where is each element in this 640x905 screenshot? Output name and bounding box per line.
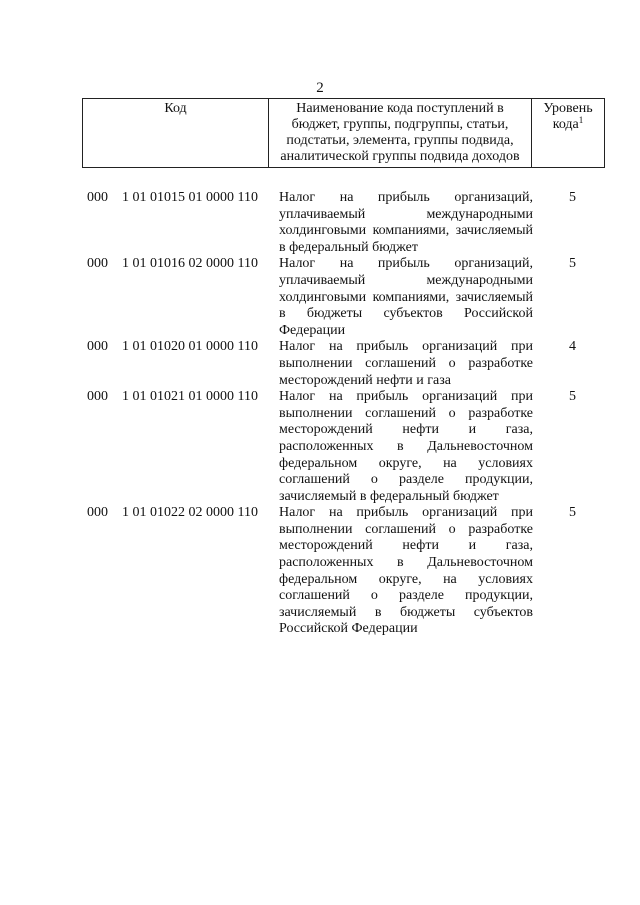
code-level: 5 bbox=[569, 190, 576, 205]
header-level bbox=[532, 99, 605, 168]
income-code: 1 01 01021 01 0000 110 bbox=[122, 389, 258, 405]
page-number: 2 bbox=[316, 80, 324, 96]
table-row bbox=[82, 190, 604, 256]
header-name: Наименование кода поступлений в бюджет, группы, подгруппы, статьи, подстатьи, элемента, группы подвида, аналитической группы подвида доходов bbox=[269, 99, 532, 168]
admin-code: 000 bbox=[87, 339, 108, 355]
table-row bbox=[82, 505, 604, 638]
code-level: 5 bbox=[569, 389, 576, 405]
code-list bbox=[82, 190, 604, 638]
admin-code: 000 bbox=[87, 190, 108, 205]
table-header bbox=[82, 98, 605, 168]
table-row bbox=[82, 389, 604, 505]
header-level-label: Уровень кода bbox=[543, 101, 593, 132]
table-row bbox=[82, 339, 604, 389]
header-code: Код bbox=[83, 99, 269, 168]
income-code: 1 01 01022 02 0000 110 bbox=[122, 505, 258, 521]
table-row bbox=[82, 256, 604, 339]
code-level: 5 bbox=[569, 256, 576, 272]
income-description: Налог на прибыль организаций при выполнении соглашений о разработке месторождений нефти и газа, расположенных в Дальневосточном федеральном округе, на условиях соглашений о разделе продукции, зачисляемый в федеральный бюджет bbox=[279, 389, 533, 504]
admin-code: 000 bbox=[87, 389, 108, 405]
income-code: 1 01 01015 01 0000 110 bbox=[122, 190, 258, 205]
income-description: Налог на прибыль организаций, уплачиваемый международными холдинговыми компаниями, зачисляемый в бюджеты субъектов Российской Федерации bbox=[279, 256, 533, 338]
income-description: Налог на прибыль организаций при выполнении соглашений о разработке месторождений нефти и газа, расположенных в Дальневосточном федеральном округе, на условиях соглашений о разделе продукции, зачисляемый в бюджеты субъектов Российской Федерации bbox=[279, 505, 533, 637]
income-description: Налог на прибыль организаций, уплачиваемый международными холдинговыми компаниями, зачисляемый в федеральный бюджет bbox=[279, 190, 533, 255]
admin-code: 000 bbox=[87, 505, 108, 521]
code-level: 4 bbox=[569, 339, 576, 355]
income-code: 1 01 01016 02 0000 110 bbox=[122, 256, 258, 272]
income-description: Налог на прибыль организаций при выполнении соглашений о разработке месторождений нефти и газа bbox=[279, 339, 533, 388]
code-level: 5 bbox=[569, 505, 576, 521]
income-code: 1 01 01020 01 0000 110 bbox=[122, 339, 258, 355]
admin-code: 000 bbox=[87, 256, 108, 272]
footnote-marker: 1 bbox=[578, 115, 584, 125]
